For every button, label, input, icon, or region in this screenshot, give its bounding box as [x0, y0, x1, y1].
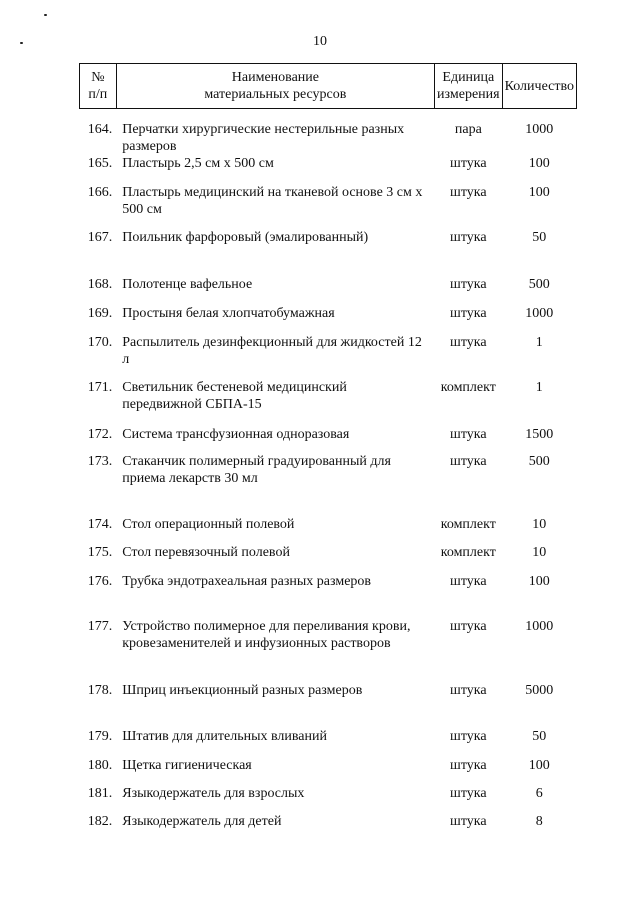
row-unit: комплект	[440, 380, 496, 395]
row-quantity: 8	[535, 814, 543, 829]
resources-table	[79, 63, 577, 841]
row-unit: штука	[450, 277, 487, 292]
row-name: Пластырь 2,5 см x 500 см	[122, 156, 274, 171]
row-number: 182.	[87, 814, 113, 829]
row-name: Стол операционный полевой	[122, 517, 295, 532]
row-name: Штатив для длительных вливаний	[122, 729, 327, 744]
row-name: Шприц инъекционный разных размеров	[122, 683, 363, 698]
row-name: Устройство полимерное для переливания крови, кровезаменителей и инфузионных растворов	[122, 619, 411, 651]
table-row	[80, 229, 577, 276]
table-body	[80, 109, 577, 842]
row-quantity: 1500	[525, 427, 554, 442]
header-number-line1: №	[91, 70, 105, 85]
row-name: Стаканчик полимерный градуированный для приема лекарств 30 мл	[122, 454, 391, 486]
header-number	[80, 64, 117, 109]
row-number: 181.	[87, 786, 113, 801]
table-row	[80, 334, 577, 379]
table-row	[80, 544, 577, 573]
page-number: 10	[313, 34, 327, 49]
row-unit: штука	[450, 306, 487, 321]
row-number: 167.	[87, 230, 113, 245]
row-quantity: 10	[532, 545, 547, 560]
row-quantity: 100	[528, 574, 550, 589]
table-row	[80, 155, 577, 184]
row-name: Пластырь медицинский на тканевой основе 3 см x 500 см	[122, 185, 423, 217]
row-unit: штука	[450, 454, 487, 469]
header-unit	[435, 64, 503, 109]
row-number: 173.	[87, 454, 113, 469]
table-row	[80, 682, 577, 728]
row-quantity: 50	[532, 729, 547, 744]
row-unit: штука	[450, 729, 487, 744]
row-unit: штука	[450, 156, 487, 171]
row-name: Языкодержатель для детей	[122, 814, 282, 829]
row-unit: пара	[454, 122, 482, 137]
table-row	[80, 618, 577, 682]
table-row	[80, 109, 577, 156]
row-number: 175.	[87, 545, 113, 560]
row-name: Щетка гигиеническая	[122, 758, 252, 773]
row-unit: штука	[450, 335, 487, 350]
row-name: Стол перевязочный полевой	[122, 545, 290, 560]
table-row	[80, 379, 577, 426]
table-row	[80, 426, 577, 453]
row-number: 166.	[87, 185, 113, 200]
table-row	[80, 785, 577, 813]
row-number: 176.	[87, 574, 113, 589]
row-name: Поильник фарфоровый (эмалированный)	[122, 230, 369, 245]
row-name: Языкодержатель для взрослых	[122, 786, 305, 801]
row-number: 169.	[87, 306, 113, 321]
header-quantity: Количество	[502, 64, 576, 109]
header-unit-line2: измерения	[437, 87, 500, 102]
row-unit: штука	[450, 758, 487, 773]
row-quantity: 5000	[525, 683, 554, 698]
row-name: Полотенце вафельное	[122, 277, 253, 292]
row-quantity: 100	[528, 185, 550, 200]
row-quantity: 6	[535, 786, 543, 801]
row-unit: штука	[450, 427, 487, 442]
table-row	[80, 728, 577, 757]
row-unit: штука	[450, 786, 487, 801]
table-row	[80, 276, 577, 305]
row-unit: штука	[450, 574, 487, 589]
row-number: 164.	[87, 122, 113, 137]
row-unit: комплект	[440, 517, 496, 532]
table-header	[80, 64, 577, 109]
row-number: 172.	[87, 427, 113, 442]
row-unit: штука	[450, 814, 487, 829]
header-name-line2: материальных ресурсов	[204, 87, 347, 102]
row-number: 180.	[87, 758, 113, 773]
row-quantity: 100	[528, 156, 550, 171]
row-quantity: 10	[532, 517, 547, 532]
scan-speck	[44, 14, 47, 16]
row-quantity: 1000	[525, 306, 554, 321]
row-quantity: 500	[528, 277, 550, 292]
row-name: Распылитель дезинфекционный для жидкостей 12 л	[122, 335, 422, 367]
header-unit-line1: Единица	[442, 70, 495, 85]
row-number: 168.	[87, 277, 113, 292]
row-quantity: 1000	[525, 619, 554, 634]
header-number-line2: п/п	[88, 87, 108, 102]
row-unit: штука	[450, 683, 487, 698]
table-row	[80, 573, 577, 618]
row-number: 174.	[87, 517, 113, 532]
row-quantity: 500	[528, 454, 550, 469]
row-quantity: 100	[528, 758, 550, 773]
row-number: 165.	[87, 156, 113, 171]
table-row	[80, 453, 577, 516]
header-row	[80, 64, 577, 109]
row-quantity: 50	[532, 230, 547, 245]
header-name	[116, 64, 434, 109]
table-row	[80, 516, 577, 544]
row-number: 170.	[87, 335, 113, 350]
row-name: Перчатки хирургические нестерильные разных размеров	[122, 122, 405, 154]
row-unit: штука	[450, 185, 487, 200]
table-row	[80, 813, 577, 841]
row-quantity: 1000	[525, 122, 554, 137]
header-name-line1: Наименование	[231, 70, 319, 85]
row-name: Трубка эндотрахеальная разных размеров	[122, 574, 372, 589]
table-row	[80, 757, 577, 785]
row-number: 177.	[87, 619, 113, 634]
row-unit: комплект	[440, 545, 496, 560]
row-number: 179.	[87, 729, 113, 744]
row-number: 178.	[87, 683, 113, 698]
table-row	[80, 305, 577, 334]
row-quantity: 1	[535, 335, 543, 350]
row-unit: штука	[450, 230, 487, 245]
row-name: Светильник бестеневой медицинский передвижной СБПА-15	[122, 380, 347, 412]
row-unit: штука	[450, 619, 487, 634]
row-number: 171.	[87, 380, 113, 395]
table-row	[80, 184, 577, 229]
row-quantity: 1	[535, 380, 543, 395]
row-name: Простыня белая хлопчатобумажная	[122, 306, 335, 321]
row-name: Система трансфузионная одноразовая	[122, 427, 350, 442]
